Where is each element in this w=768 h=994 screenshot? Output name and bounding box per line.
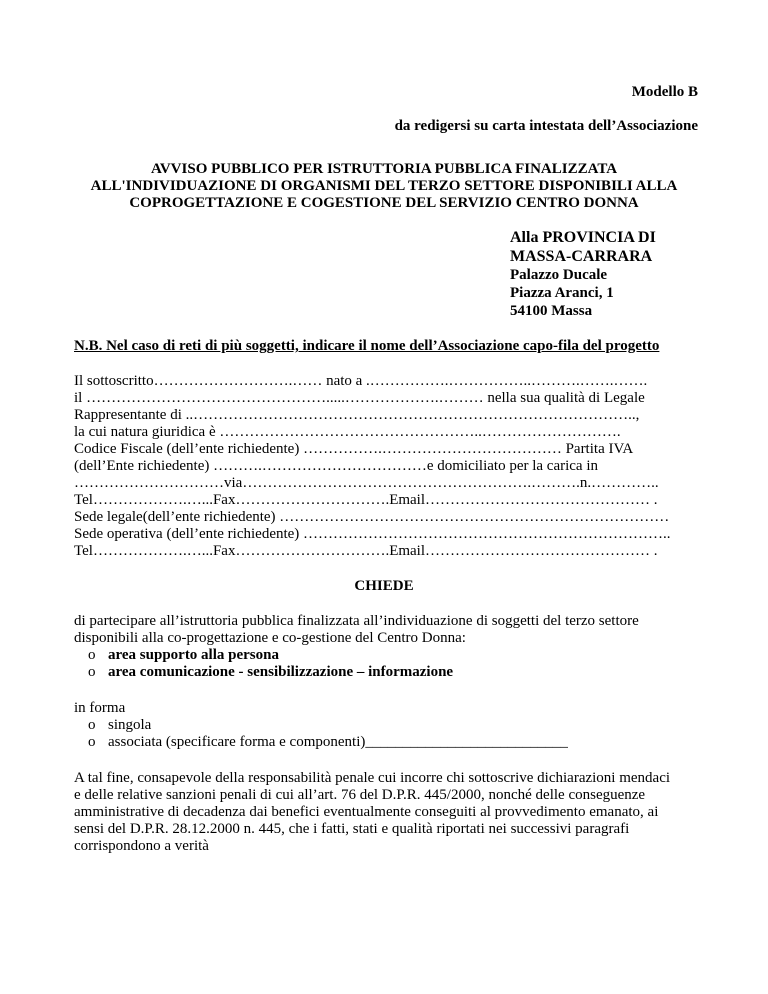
form-type-label: in forma	[74, 700, 126, 716]
form-line-5: Codice Fiscale (dell’ente richiedente) …………….……………………………… Partita IVA	[74, 441, 634, 457]
bullet-mark: o	[88, 664, 96, 680]
form-type-option-1	[88, 717, 151, 734]
declaration-line-4: sensi del D.P.R. 28.12.2000 n. 445, che i fatti, stati e qualità riportati nei successivi paragrafi	[74, 821, 630, 837]
form-line-10: Sede operativa (dell’ente richiedente) ………………………………………………………………..	[74, 526, 671, 542]
declaration-line-1: A tal fine, consapevole della responsabilità penale cui incorre chi sottoscrive dichiarazioni mendaci	[74, 770, 671, 786]
recipient-line-3: Palazzo Ducale	[510, 267, 608, 283]
declaration-line-2: e delle relative sanzioni penali di cui all’art. 76 del D.P.R. 445/2000, nonché delle conseguenze	[74, 787, 646, 803]
form-type-option-label: singola	[108, 717, 152, 733]
recipient-line-2: MASSA-CARRARA	[510, 248, 653, 265]
form-type-option-label: associata (specificare forma e componenti)___________________________	[108, 734, 568, 750]
model-label: Modello B	[631, 84, 698, 100]
form-line-2: il ………………………………………….....……………….……… nella sua qualità di Legale	[74, 390, 645, 406]
form-line-7: …………………………via………………………………………………….……….n.…………..	[74, 475, 659, 491]
nb-note: N.B. Nel caso di reti di più soggetti, indicare il nome dell’Associazione capo-fila del progetto	[74, 338, 660, 354]
recipient-line-4: Piazza Aranci, 1	[510, 285, 614, 301]
bullet-mark: o	[88, 734, 96, 750]
area-option-label: area comunicazione - sensibilizzazione – informazione	[108, 664, 454, 680]
form-line-1: Il sottoscritto……………………….…… nato a .…………….……………..……….…….…….	[74, 373, 648, 389]
request-line-2: disponibili alla co-progettazione e co-gestione del Centro Donna:	[74, 630, 466, 646]
title-line-3: COPROGETTAZIONE E COGESTIONE DEL SERVIZIO CENTRO DONNA	[129, 195, 639, 211]
letterhead-note: da redigersi su carta intestata dell’Associazione	[394, 118, 698, 134]
declaration-line-3: amministrative di decadenza dai benefici eventualmente conseguiti al provvedimento emanato, ai	[74, 804, 659, 820]
area-option-1	[88, 647, 279, 664]
recipient-block	[510, 228, 656, 320]
form-line-6: (dell’Ente richiedente) ……….……………………………e domiciliato per la carica in	[74, 458, 599, 474]
form-line-3: Rappresentante di ..……………………………………………………………………………..,	[74, 407, 640, 423]
area-option-label: area supporto alla persona	[108, 647, 279, 663]
declaration-line-5: corrispondono a verità	[74, 838, 209, 854]
request-line-1: di partecipare all’istruttoria pubblica finalizzata all’individuazione di soggetti del terzo settore	[74, 613, 639, 629]
area-option-2	[88, 664, 453, 681]
recipient-line-1: Alla PROVINCIA DI	[510, 229, 656, 246]
chiede-heading: CHIEDE	[354, 578, 414, 594]
form-line-4: la cui natura giuridica è ……………………………………………..……………………….	[74, 424, 621, 440]
form-line-8: Tel……………….…...Fax………………………….Email……………………………………… .	[74, 492, 658, 508]
form-line-9: Sede legale(dell’ente richiedente) ……………………………………………………………………	[74, 509, 670, 525]
form-type-option-2	[88, 734, 568, 751]
title-line-2: ALL'INDIVIDUAZIONE DI ORGANISMI DEL TERZO SETTORE DISPONIBILI ALLA	[90, 178, 678, 194]
bullet-mark: o	[88, 647, 96, 663]
bullet-mark: o	[88, 717, 96, 733]
recipient-line-5: 54100 Massa	[510, 303, 593, 319]
title-line-1: AVVISO PUBBLICO PER ISTRUTTORIA PUBBLICA FINALIZZATA	[150, 161, 618, 177]
form-line-11: Tel……………….…...Fax………………………….Email……………………………………… .	[74, 543, 658, 559]
